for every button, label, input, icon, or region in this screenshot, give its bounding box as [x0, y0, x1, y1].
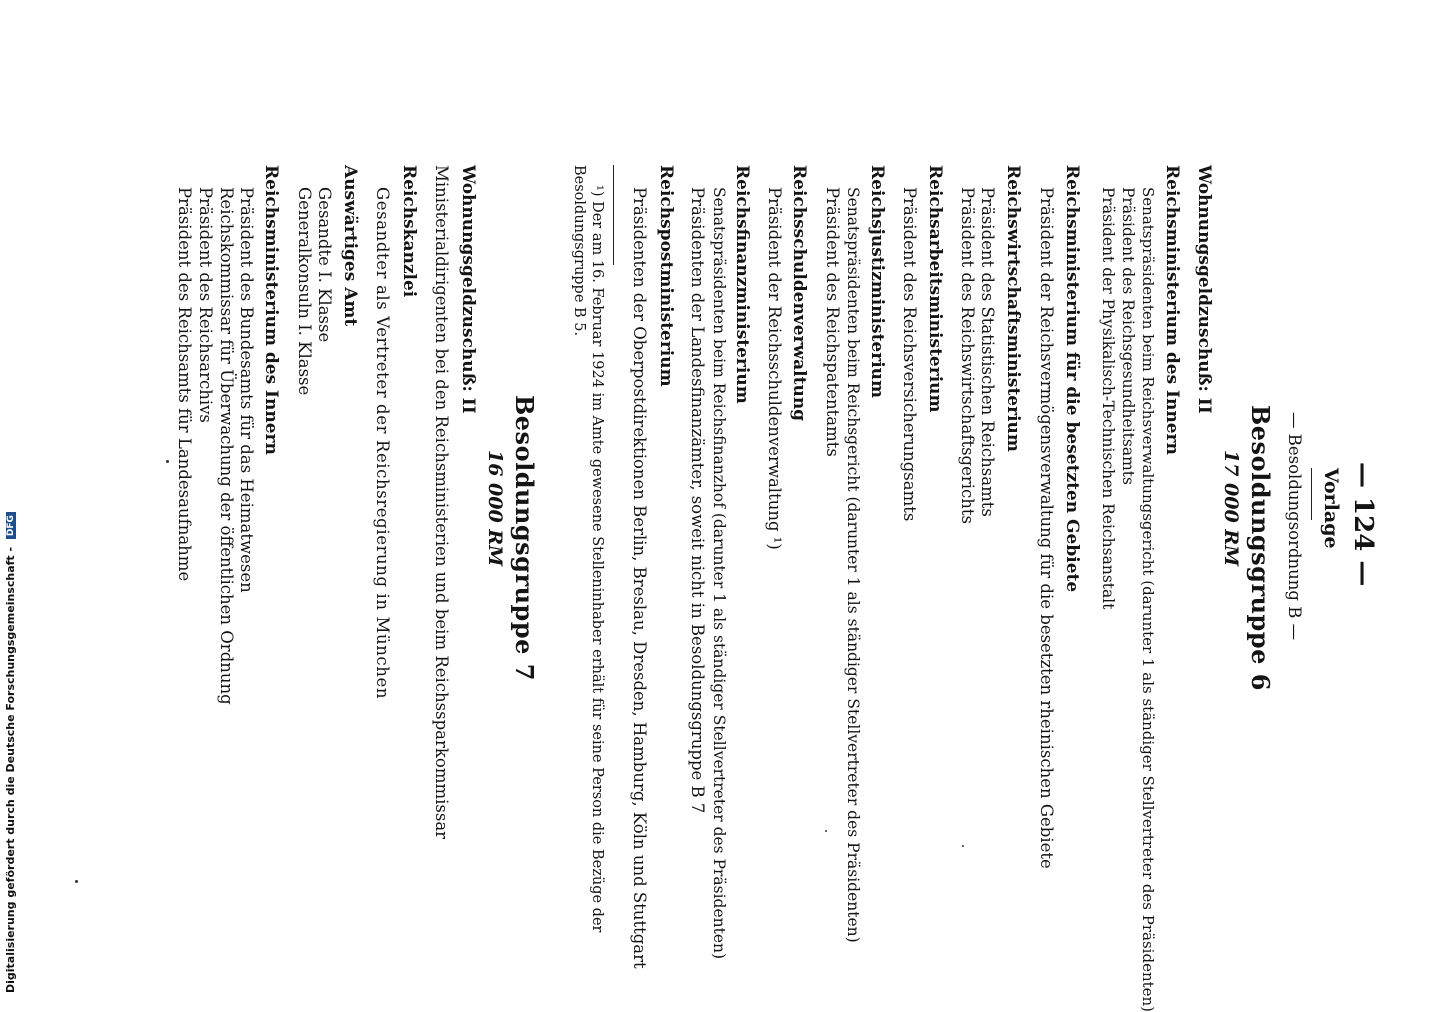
section-line: Präsident der Reichsschuldenverwaltung ¹)	[765, 187, 784, 550]
scan-speck	[75, 880, 78, 883]
scan-speck	[825, 830, 827, 832]
footnote-continuation: Besoldungsgruppe B 5.	[571, 165, 587, 337]
section-heading: Reichsarbeitsministerium	[925, 165, 945, 413]
group7-amount: 16 000 RM	[484, 450, 506, 567]
section-line: Präsidenten der Oberpostdirektionen Berlin, Breslau, Dresden, Hamburg, Köln und Stuttgart	[630, 187, 649, 969]
credit-text: Digitalisierung gefördert durch die Deutsche Forschungsgemeinschaft -	[4, 546, 17, 993]
section-line: Senatspräsidenten beim Reichsverwaltungsgericht (darunter 1 als ständiger Stellvertreter des Präsidenten)	[1139, 187, 1157, 1012]
footnote: ¹) Der am 16. Februar 1924 im Amte gewesene Stelleninhaber erhält für seine Person die Bezüge der	[589, 185, 605, 933]
group6-amount: 17 000 RM	[1220, 450, 1242, 567]
section-heading: Reichsjustizministerium	[867, 165, 887, 398]
section-heading: Reichspostministerium	[656, 165, 676, 387]
section-line: Generalkonsuln I. Klasse	[295, 187, 314, 396]
scan-speck	[962, 845, 964, 847]
section-line: Senatspräsidenten beim Reichsgericht (darunter 1 als ständiger Stellvertreter des Präsidenten)	[844, 187, 862, 943]
section-heading: Reichsschuldenverwaltung	[789, 165, 809, 422]
section-heading: Reichsfinanzministerium	[732, 165, 752, 404]
section-line: Senatspräsidenten beim Reichsfinanzhof (darunter 1 als ständiger Stellvertreter des Präsidenten)	[710, 187, 728, 960]
section-line: Präsident des Reichsamts für Landesaufnahme	[175, 187, 194, 582]
section-line: Gesandte I. Klasse	[315, 187, 334, 343]
section-line: Präsidenten der Landesfinanzämter, soweit nicht in Besoldungsgruppe B 7	[688, 187, 707, 814]
section-line: Gesandter als Vertreter der Reichsregierung in München	[373, 187, 392, 700]
dfg-logo: DFG	[6, 512, 16, 539]
group7-housing: Wohnungsgeldzuschuß: II	[458, 165, 478, 414]
section-line: Präsident der Reichsvermögensverwaltung für die besetzten rheinischen Gebiete	[1037, 187, 1056, 869]
section-heading: Reichswirtschaftsministerium	[1003, 165, 1023, 452]
section-heading: Reichsministerium für die besetzten Gebiete	[1062, 165, 1082, 593]
group7-title: Besoldungsgruppe 7	[510, 395, 539, 681]
section-heading: Reichsministerium des Innern	[261, 165, 281, 455]
document-title: Vorlage	[1320, 468, 1342, 549]
section-line: Präsident des Reichspatentamts	[823, 187, 842, 457]
group7-intro: Ministerialdirigenten bei den Reichsministerien und beim Reichssparkommissar	[432, 165, 451, 840]
title-rule	[1311, 468, 1312, 520]
section-line: Präsident des Reichsarchivs	[196, 187, 215, 423]
section-line: Präsident des Statistischen Reichsamts	[978, 187, 997, 517]
section-heading: Reichsministerium des Innern	[1162, 165, 1182, 455]
scan-speck	[166, 460, 169, 463]
section-line: Präsident des Reichsgesundheitsamts	[1119, 187, 1137, 485]
group6-housing: Wohnungsgeldzuschuß: II	[1194, 165, 1214, 414]
page-number: — 124 —	[1348, 462, 1378, 587]
document-subtitle: — Besoldungsordnung B —	[1285, 412, 1304, 641]
section-line: Präsident des Reichsversicherungsamts	[900, 187, 919, 522]
digitization-credit	[4, 53, 18, 993]
section-line: Präsident des Bundesamts für das Heimatwesen	[237, 187, 256, 593]
section-line: Präsident des Reichswirtschaftsgerichts	[958, 187, 977, 524]
section-line: Präsident der Physikalisch-Technischen Reichsanstalt	[1099, 187, 1117, 610]
section-line: Reichskommissar für Überwachung der öffentlichen Ordnung	[217, 187, 236, 705]
section-heading: Auswärtiges Amt	[340, 165, 360, 327]
group6-title: Besoldungsgruppe 6	[1246, 405, 1275, 691]
section-heading: Reichskanzlei	[399, 165, 419, 298]
footnote-separator	[613, 165, 614, 265]
